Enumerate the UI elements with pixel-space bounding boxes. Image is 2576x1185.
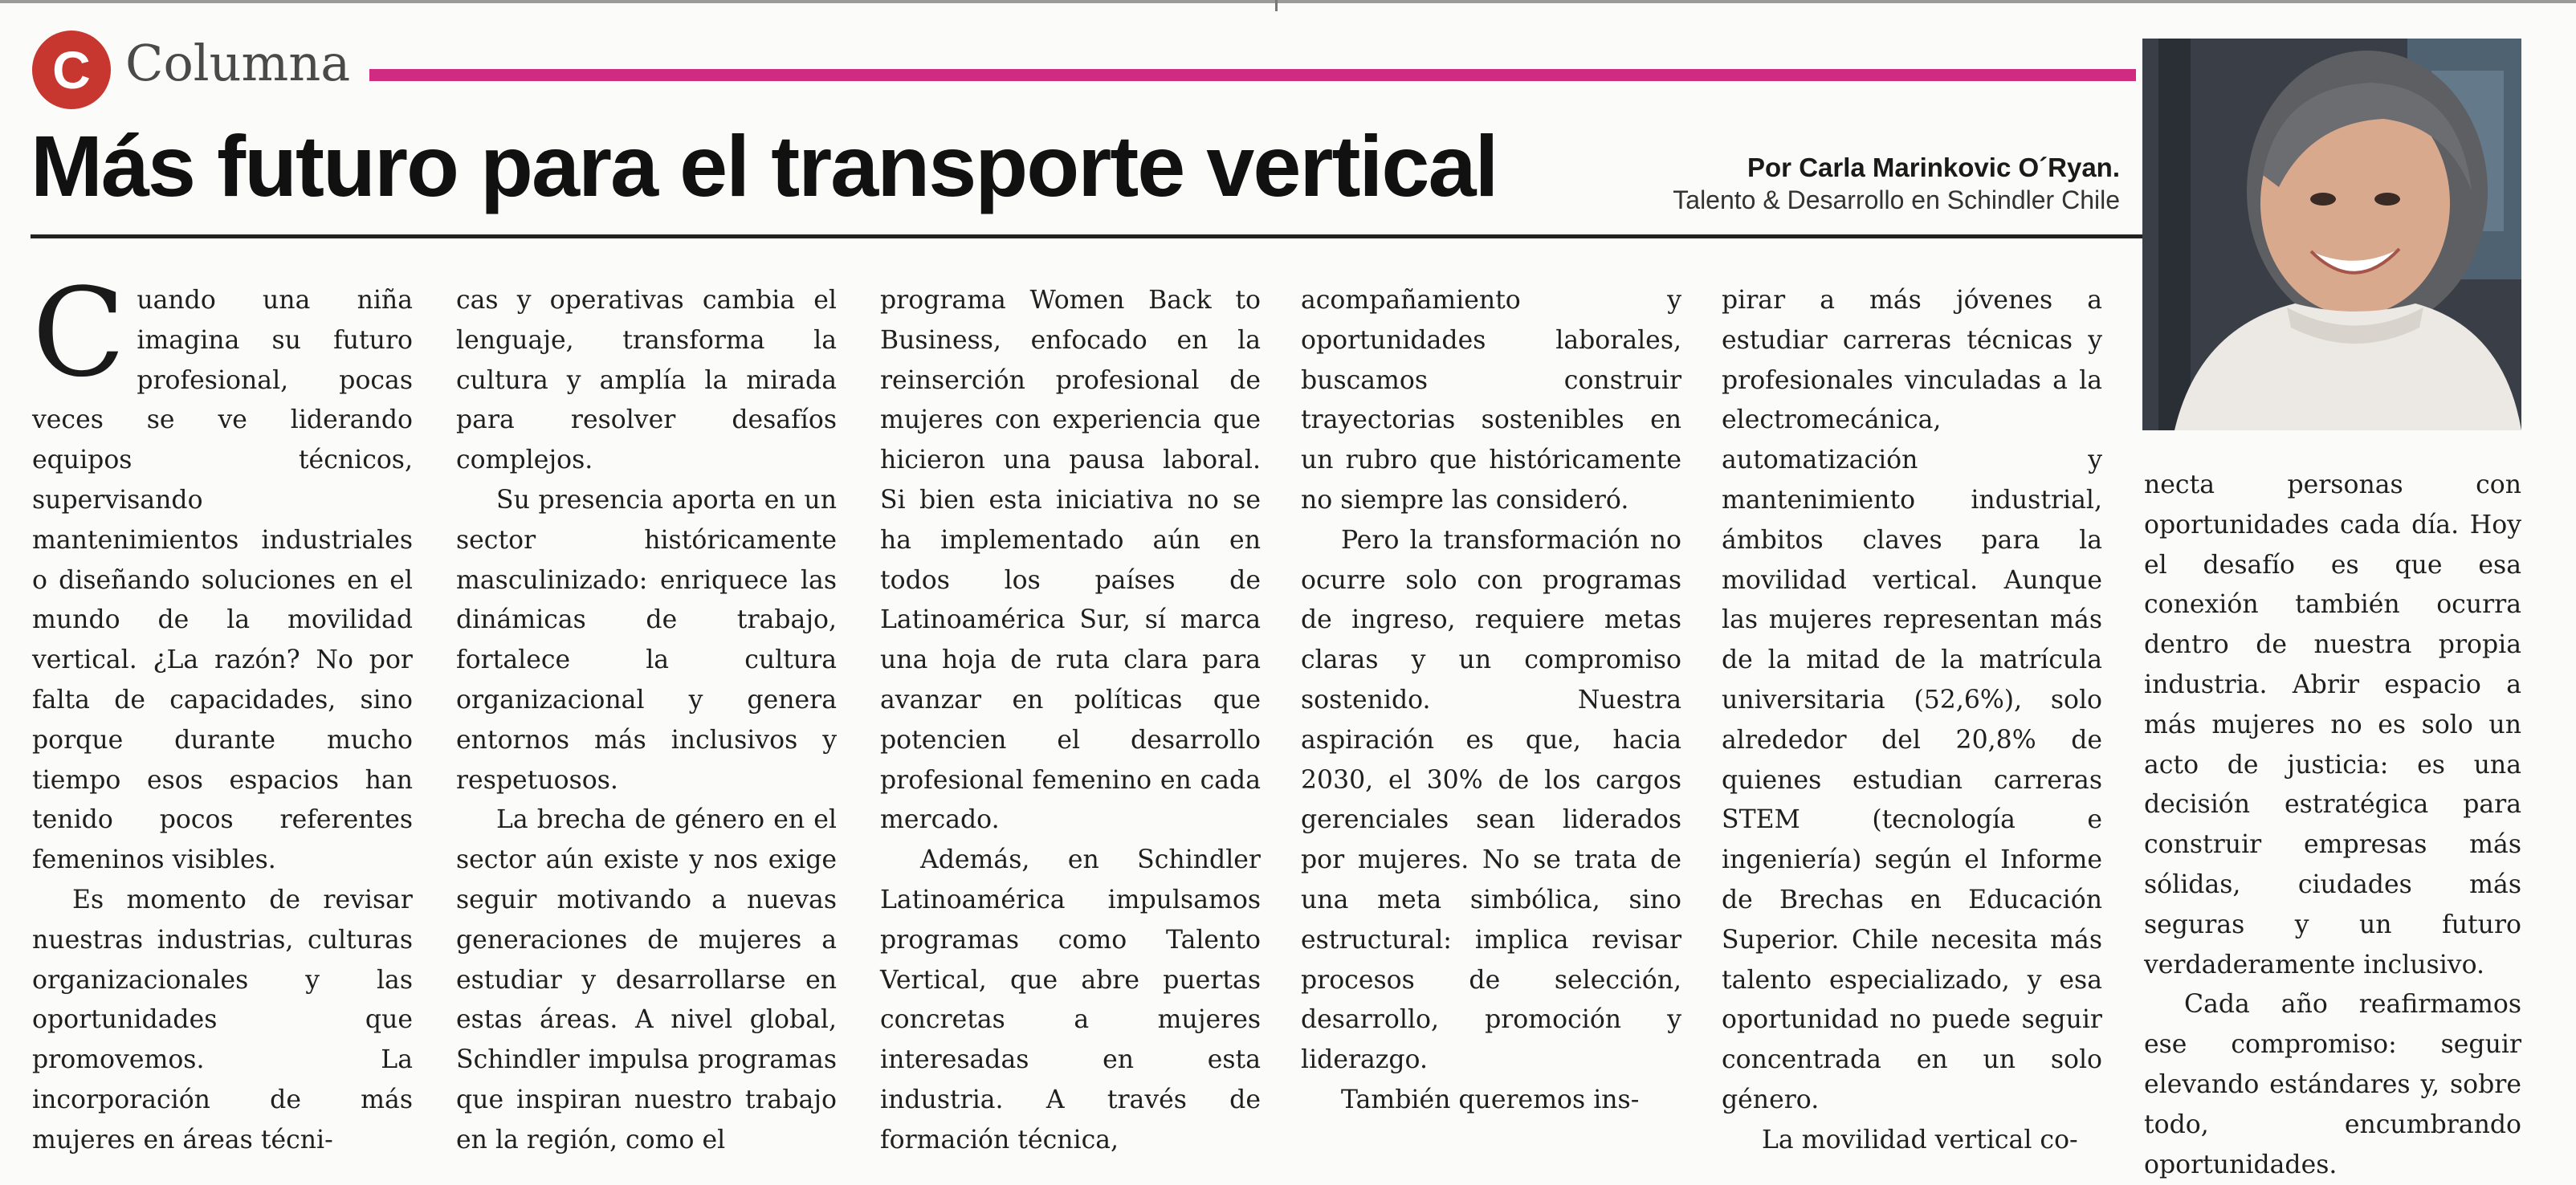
article-paragraph: cas y operativas cambia el lenguaje, transforma la cultura y amplía la mirada para resolver desafíos complejos. (456, 286, 837, 475)
byline-role: Talento & Desarrollo en Schindler Chile (1673, 185, 2120, 215)
drop-cap: C (32, 262, 126, 404)
article-column-6 (2144, 466, 2521, 1185)
section-rule (369, 69, 2136, 81)
paragraph-text: uando una niña imagina su futuro profesional, pocas veces se ve liderando equipos técnicos, supervisando mantenimientos industriales o diseñando soluciones en el mundo de la movilidad vertical. ¿La razón? No por falta de capacidades, sino porque durante mucho tiempo esos espacios han tenido pocos referentes femeninos visibles. (32, 286, 413, 875)
article-paragraph: La brecha de género en el sector aún existe y nos exige seguir motivando a nuevas generaciones de mujeres a estudiar y desarrollarse en estas áreas. A nivel global, Schindler impulsa programas que inspiran nuestro trabajo en la región, como el (456, 805, 837, 1154)
byline (1673, 151, 2120, 216)
headline-rule (31, 234, 2142, 238)
fold-tick (1275, 0, 1278, 11)
top-rule (0, 0, 2576, 3)
article-paragraph: Pero la transformación no ocurre solo con programas de ingreso, requiere metas claras y un compromiso sostenido. Nuestra aspiración es que, hacia 2030, el 30% de los cargos gerenciales sean liderados por mujeres. No se trata de una meta simbólica, sino estructural: implica revisar procesos de selección, desarrollo, promoción y liderazgo. (1301, 525, 1681, 1075)
article-paragraph: Su presencia aporta en un sector históricamente masculinizado: enriquece las dinámicas de trabajo, fortalece la cultura organizacional y genera entornos más inclusivos y respetuosos. (456, 485, 837, 795)
article-column-4 (1301, 281, 1681, 1121)
article-paragraph (32, 262, 413, 881)
article-paragraph: Además, en Schindler Latinoamérica impulsamos programas como Talento Vertical, que abre puertas concretas a mujeres interesadas en esta industria. A través de formación técnica, (880, 845, 1261, 1154)
author-portrait (2142, 39, 2521, 430)
section-badge: C (32, 31, 111, 109)
article-column-2 (456, 281, 837, 1161)
article-paragraph: Cada año reafirmamos ese compromiso: seguir elevando estándares y, sobre todo, encumbrando oportunidades. (2144, 990, 2521, 1179)
section-label: Columna (125, 34, 351, 92)
article-paragraph: acompañamiento y oportunidades laborales, buscamos construir trayectorias sostenibles en un rubro que históricamente no siempre las consideró. (1301, 286, 1681, 515)
article-column-1 (32, 262, 413, 1161)
article-paragraph: programa Women Back to Business, enfocado en la reinserción profesional de mujeres con experiencia que hicieron una pausa laboral. Si bien esta iniciativa no se ha implementado aún en todos los países de Latinoamérica Sur, sí marca una hoja de ruta clara para avanzar en políticas que potencien el desarrollo profesional femenino en cada mercado. (880, 286, 1261, 835)
byline-author: Por Carla Marinkovic O´Ryan. (1747, 153, 2120, 182)
article-paragraph: pirar a más jóvenes a estudiar carreras técnicas y profesionales vinculadas a la electromecánica, automatización y mantenimiento industrial, ámbitos claves para la movilidad vertical. Aunque las mujeres representan más de la mitad de la matrícula universitaria (52,6%), solo alrededor del 20,8% de quienes estudian carreras STEM (tecnología e ingeniería) según el Informe de Brechas en Educación Superior. Chile necesita más talento especializado, y esa oportunidad no puede seguir concentrada en un solo género. (1722, 286, 2102, 1114)
article-paragraph: necta personas con oportunidades cada día. Hoy el desafío es que esa conexión también ocurra dentro de nuestra propia industria. Abrir espacio a más mujeres no es solo un acto de justicia: es una decisión estratégica para construir empresas más sólidas, ciudades más seguras y un futuro verdaderamente inclusivo. (2144, 470, 2521, 979)
article-column-3 (880, 281, 1261, 1161)
article-paragraph: La movilidad vertical co- (1762, 1125, 2078, 1154)
article-paragraph: Es momento de revisar nuestras industrias, culturas organizacionales y las oportunidades que promovemos. La incorporación de más mujeres en áreas técni- (32, 885, 413, 1154)
article-column-5 (1722, 281, 2102, 1161)
article-paragraph: También queremos ins- (1341, 1085, 1640, 1114)
headline: Más futuro para el transporte vertical (31, 117, 1498, 214)
